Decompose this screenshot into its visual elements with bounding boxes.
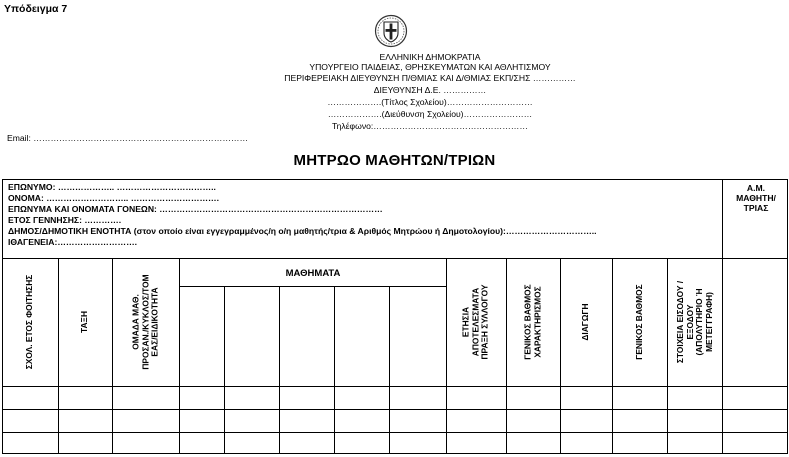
header-bottom-divider bbox=[2, 386, 788, 387]
entry-exit-header-line: ΣΤΟΙΧΕΙΑ ΕΙΣΟΔΟΥ / bbox=[674, 280, 685, 364]
general-grade-header: ΓΕΝΙΚΟΣ ΒΑΘΜΟΣ bbox=[634, 284, 645, 360]
general-grade-char-header-line: ΓΕΝΙΚΟΣ ΒΑΘΜΟΣ bbox=[522, 284, 533, 360]
birth-year-field: ΕΤΟΣ ΓΕΝΝΗΣΗΣ: …………. bbox=[8, 215, 122, 225]
parents-names-field: ΕΠΩΝΥΜΑ ΚΑΙ ΟΝΟΜΑΤΑ ΓΟΝΕΩΝ: …………………………………………………………………… bbox=[8, 204, 383, 214]
entry-exit-header-line: ΕΞΟΔΟΥ bbox=[684, 304, 695, 340]
row-divider bbox=[2, 432, 788, 433]
general-grade-characterization-header bbox=[523, 284, 542, 359]
subject-column-divider bbox=[389, 286, 390, 454]
subject-column-divider bbox=[224, 286, 225, 454]
subjects-header-divider bbox=[180, 286, 446, 287]
column-divider bbox=[560, 258, 561, 454]
group-header-line: ΕΑΣ/ΕΙΔΙΚΟΤΗΤΑ bbox=[149, 287, 160, 357]
group-header-line: ΠΡΟΣΑΝ./ΚΥΚΛΟΣ/ΤΟΜ bbox=[140, 274, 151, 370]
surname-field: ΕΠΩΝΥΜΟ: ……………….. …………………………….. bbox=[8, 182, 216, 192]
entry-exit-header-line: ΜΕΤΕΓΓΡΑΦΗ) bbox=[703, 292, 714, 352]
header-school-title: ……………….(Τίτλος Σχολείου)………………………… bbox=[327, 97, 533, 107]
row-divider bbox=[2, 409, 788, 410]
annual-results-header-line: ΠΡΑΞΗ ΣΥΛΛΟΓΟΥ bbox=[479, 284, 490, 360]
header-regional-directorate: ΠΕΡΙΦΕΡΕΙΑΚΗ ΔΙΕΥΘΥΝΣΗ Π/ΘΜΙΑΣ ΚΑΙ Δ/ΘΜΙΑΣ ΕΚΠ/ΣΗΣ …………… bbox=[284, 73, 576, 83]
header-directorate: ΔΙΕΥΘΥΝΣΗ Δ.Ε. …………… bbox=[373, 85, 487, 95]
info-section-divider bbox=[2, 258, 788, 259]
school-year-header: ΣΧΟΛ. ΕΤΟΣ ΦΟΙΤΗΣΗΣ bbox=[24, 274, 35, 370]
group-header-line: ΟΜΑΔΑ ΜΑΘ. bbox=[130, 294, 141, 350]
annual-results-header-line: ΑΠΟΤΕΛΕΣΜΑΤΑ bbox=[470, 287, 481, 357]
annual-results-header-line: ΕΤΗΣΙΑ bbox=[460, 306, 471, 338]
header-republic: ΕΛΛΗΝΙΚΗ ΔΗΜΟΚΡΑΤΙΑ bbox=[379, 52, 481, 62]
sample-number: Υπόδειγμα 7 bbox=[4, 3, 68, 15]
group-orientation-header bbox=[132, 274, 161, 369]
general-grade-char-header-line: ΧΑΡΑΚΤΗΡΙΣΜΟΣ bbox=[532, 286, 542, 358]
column-divider bbox=[446, 258, 447, 454]
header-ministry: ΥΠΟΥΡΓΕΙΟ ΠΑΙΔΕΙΑΣ, ΘΡΗΣΚΕΥΜΑΤΩΝ ΚΑΙ ΑΘΛΗΤΙΣΜΟΥ bbox=[309, 62, 551, 72]
header-school-address: ……………….(Διεύθυνση Σχολείου)…………………… bbox=[327, 109, 533, 119]
column-divider bbox=[58, 258, 59, 454]
greek-coat-of-arms-icon bbox=[374, 14, 408, 48]
entry-exit-header-line: (ΑΠΟΛΥΤΗΡΙΟ Ή bbox=[694, 288, 704, 356]
municipality-field: ΔΗΜΟΣ/ΔΗΜΟΤΙΚΗ ΕΝΟΤΗΤΑ (στον οποίο είναι εγγεγραμμένος/η ο/η μαθητής/τρια & Αριθμός Μητρώου ή Δημοτολογίου):………………………….. bbox=[8, 226, 597, 236]
annual-results-header bbox=[462, 284, 491, 359]
class-header: ΤΑΞΗ bbox=[79, 311, 90, 333]
subjects-header: ΜΑΘΗΜΑΤΑ bbox=[285, 268, 341, 279]
column-divider bbox=[112, 258, 113, 454]
entry-exit-header bbox=[676, 281, 714, 363]
column-divider bbox=[667, 258, 668, 454]
student-registry-number-label: Α.Μ. ΜΑΘΗΤΗ/ ΤΡΙΑΣ bbox=[736, 183, 776, 213]
header-phone: Τηλέφωνο:……………………………………………… bbox=[332, 121, 528, 131]
page-title: ΜΗΤΡΩΟ ΜΑΘΗΤΩΝ/ΤΡΙΩΝ bbox=[293, 152, 496, 169]
subject-column-divider bbox=[334, 286, 335, 454]
am-column-divider bbox=[722, 179, 723, 454]
subject-column-divider bbox=[279, 286, 280, 454]
nationality-field: ΙΘΑΓΕΝΕΙΑ:………………………. bbox=[8, 237, 138, 247]
column-divider bbox=[612, 258, 613, 454]
conduct-header: ΔΙΑΓΩΓΗ bbox=[580, 303, 591, 341]
column-divider bbox=[506, 258, 507, 454]
first-name-field: ΟΝΟΜΑ: ……………………….. …………………………. bbox=[8, 193, 220, 203]
email-field: Email: ………………………………………………………………… bbox=[7, 133, 249, 143]
column-divider bbox=[179, 258, 180, 454]
